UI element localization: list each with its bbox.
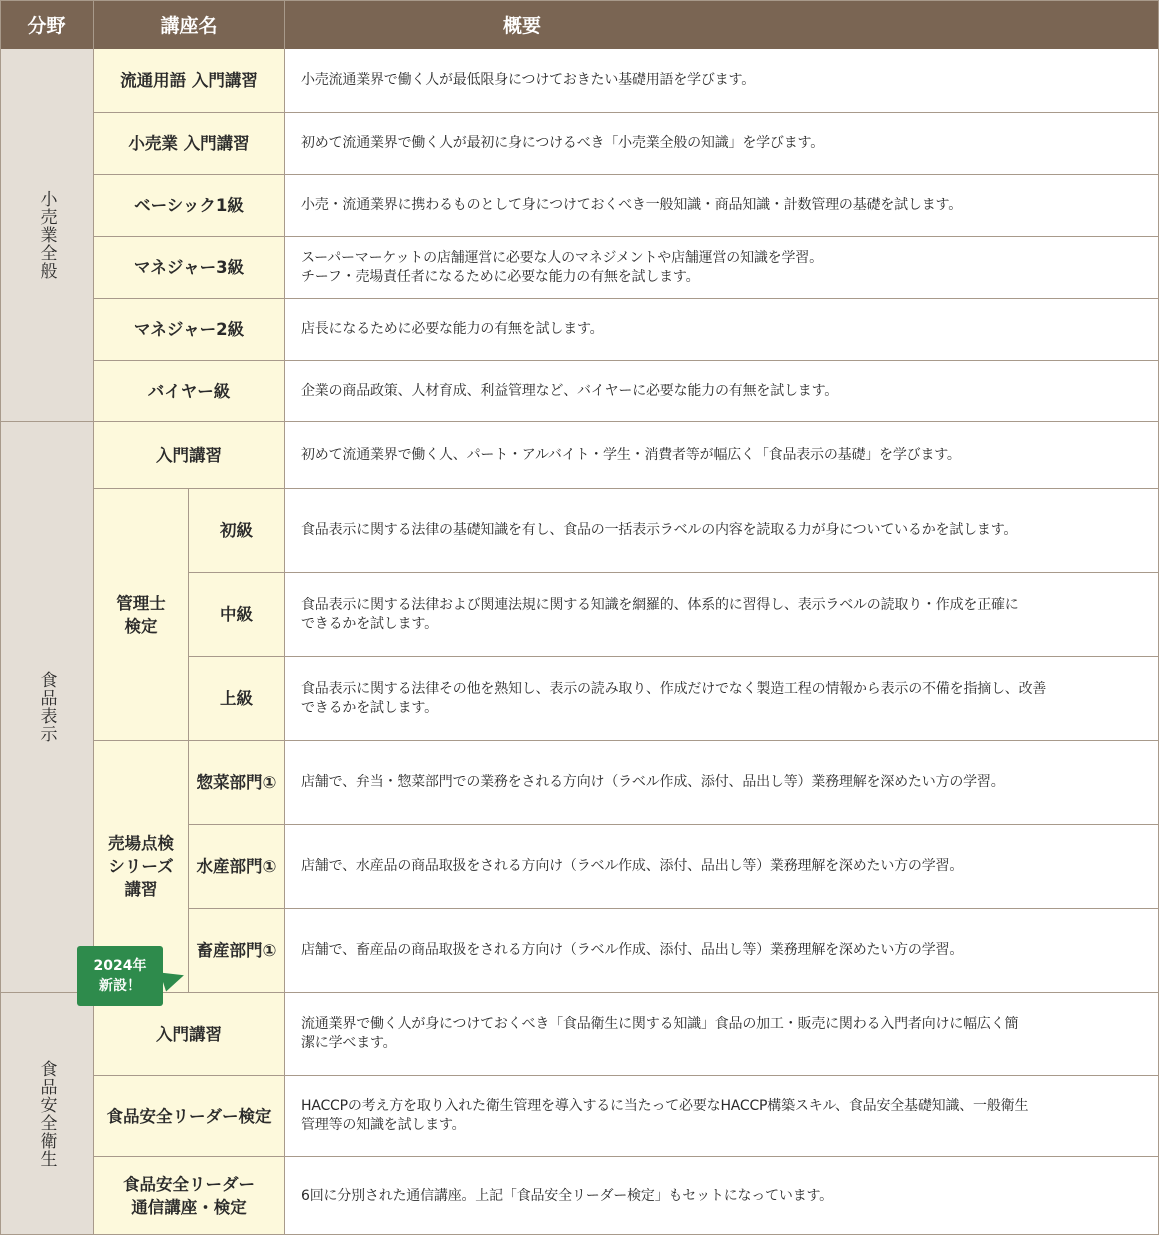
- header-summary-label: 概要: [502, 15, 541, 37]
- header-course: [94, 0, 285, 49]
- group-label-line: 売場点検: [108, 834, 174, 853]
- course-desc-text: 企業の商品政策、人材育成、利益管理など、バイヤーに必要な能力の有無を試します。: [301, 382, 839, 399]
- course-name-text: 小売業 入門講習: [128, 134, 250, 153]
- course-desc-line: HACCPの考え方を取り入れた衛生管理を導入するに当たって必要なHACCP構築スキル、食品安全基礎知識、一般衛生: [301, 1098, 1029, 1114]
- course-desc-line: できるかを試します。: [301, 615, 438, 632]
- category-labeling: [0, 422, 94, 993]
- group-label-line: 講習: [124, 880, 158, 899]
- course-desc: [285, 993, 1159, 1076]
- course-name-text: マネジャー3級: [133, 258, 245, 277]
- course-desc-line: 潔に学べます。: [301, 1035, 397, 1051]
- course-name-text: バイヤー級: [147, 381, 231, 401]
- course-name-line: 通信講座・検定: [131, 1198, 247, 1217]
- course-name: [94, 299, 285, 361]
- course-desc: [285, 909, 1159, 993]
- course-name: [94, 113, 285, 175]
- category-retail-label: 小売業全般: [36, 190, 57, 280]
- level-name: [189, 573, 285, 657]
- course-desc: [285, 49, 1159, 113]
- course-desc-line: 食品表示に関する法律および関連法規に関する知識を網羅的、体系的に習得し、表示ラベルの読取り・作成を正確に: [301, 596, 1019, 613]
- course-name-text: 流通用語 入門講習: [120, 71, 258, 90]
- course-desc: [285, 175, 1159, 237]
- course-name-text: 入門講習: [156, 1024, 222, 1044]
- category-safety-label: 食品安全衛生: [36, 1060, 57, 1168]
- course-name: [94, 1076, 285, 1157]
- course-desc-line: 食品表示に関する法律その他を熟知し、表示の読み取り、作成だけでなく製造工程の情報から表示の不備を指摘し、改善: [301, 680, 1047, 697]
- header-field-label: 分野: [27, 15, 66, 37]
- course-name: [94, 1157, 285, 1235]
- header-course-label: 講座名: [160, 15, 218, 37]
- course-desc-text: 食品表示に関する法律の基礎知識を有し、食品の一括表示ラベルの内容を読取る力が身についているかを試します。: [301, 522, 1018, 538]
- new-badge: [77, 946, 163, 1006]
- course-desc-text: 初めて流通業界で働く人が最初に身につけるべき「小売業全般の知識」を学びます。: [301, 135, 824, 151]
- level-name: [189, 489, 285, 573]
- course-desc: [285, 489, 1159, 573]
- header-summary: [285, 0, 1159, 49]
- course-desc: [285, 1157, 1159, 1235]
- course-desc: [285, 422, 1159, 489]
- course-name-text: 食品安全リーダー検定: [106, 1106, 272, 1126]
- course-desc-text: 6回に分別された通信講座。上記「食品安全リーダー検定」もセットになっています。: [301, 1187, 833, 1204]
- course-name-text: マネジャー2級: [133, 320, 245, 339]
- course-desc: [285, 741, 1159, 825]
- course-name: [94, 175, 285, 237]
- group-label-line: 管理士: [116, 593, 166, 613]
- course-desc: [285, 361, 1159, 422]
- dept-name-text: 水産部門①: [196, 857, 277, 876]
- course-name-line: 食品安全リーダー: [123, 1175, 255, 1194]
- course-desc-line: チーフ・売場責任者になるために必要な能力の有無を試します。: [301, 268, 700, 285]
- dept-name: [189, 825, 285, 909]
- dept-name-text: 畜産部門①: [196, 941, 277, 960]
- course-desc-line: スーパーマーケットの店舗運営に必要な人のマネジメントや店舗運営の知識を学習。: [301, 249, 823, 266]
- badge-line: 新設！: [99, 978, 141, 994]
- dept-name: [189, 909, 285, 993]
- level-name-text: 中級: [220, 605, 253, 624]
- group-manager-exam: [94, 489, 189, 741]
- course-desc-text: 店長になるために必要な能力の有無を試します。: [301, 321, 604, 337]
- course-name: [94, 361, 285, 422]
- course-desc: [285, 573, 1159, 657]
- header-field: [0, 0, 94, 49]
- course-desc: [285, 237, 1159, 299]
- level-name-text: 初級: [220, 521, 253, 540]
- course-desc: [285, 113, 1159, 175]
- category-retail: [0, 49, 94, 422]
- course-desc-text: 店舗で、畜産品の商品取扱をされる方向け（ラベル作成、添付、品出し等）業務理解を深めたい方の学習。: [301, 942, 964, 958]
- course-name-text: 入門講習: [156, 445, 222, 465]
- course-desc-text: 小売・流通業界に携わるものとして身につけておくべき一般知識・商品知識・計数管理の基礎を試します。: [301, 197, 962, 213]
- course-desc-text: 初めて流通業界で働く人、パート・アルバイト・学生・消費者等が幅広く「食品表示の基礎」を学びます。: [301, 446, 961, 463]
- dept-name: [189, 741, 285, 825]
- course-desc-text: 店舗で、弁当・惣菜部門での業務をされる方向け（ラベル作成、添付、品出し等）業務理解を深めたい方の学習。: [301, 774, 1005, 790]
- level-name: [189, 657, 285, 741]
- level-name-text: 上級: [220, 689, 253, 708]
- course-desc-line: できるかを試します。: [301, 699, 438, 716]
- course-name: [94, 49, 285, 113]
- course-desc: [285, 1076, 1159, 1157]
- category-safety: [0, 993, 94, 1235]
- course-desc: [285, 825, 1159, 909]
- course-name: [94, 237, 285, 299]
- course-desc: [285, 299, 1159, 361]
- course-desc-line: 管理等の知識を試します。: [301, 1117, 466, 1133]
- course-desc-line: 流通業界で働く人が身につけておくべき「食品衛生に関する知識」食品の加工・販売に関わる入門者向けに幅広く簡: [301, 1016, 1019, 1032]
- course-desc: [285, 657, 1159, 741]
- group-label-line: シリーズ: [108, 857, 174, 876]
- dept-name-text: 惣菜部門①: [196, 773, 277, 792]
- category-labeling-label: 食品表示: [36, 671, 57, 743]
- group-label-line: 検定: [124, 616, 158, 636]
- course-desc-text: 小売流通業界で働く人が最低限身につけておきたい基礎用語を学びます。: [301, 72, 755, 88]
- course-name-text: ベーシック1級: [134, 196, 244, 215]
- badge-line: 2024年: [93, 958, 147, 974]
- course-name: [94, 422, 285, 489]
- course-desc-text: 店舗で、水産品の商品取扱をされる方向け（ラベル作成、添付、品出し等）業務理解を深めたい方の学習。: [301, 858, 964, 874]
